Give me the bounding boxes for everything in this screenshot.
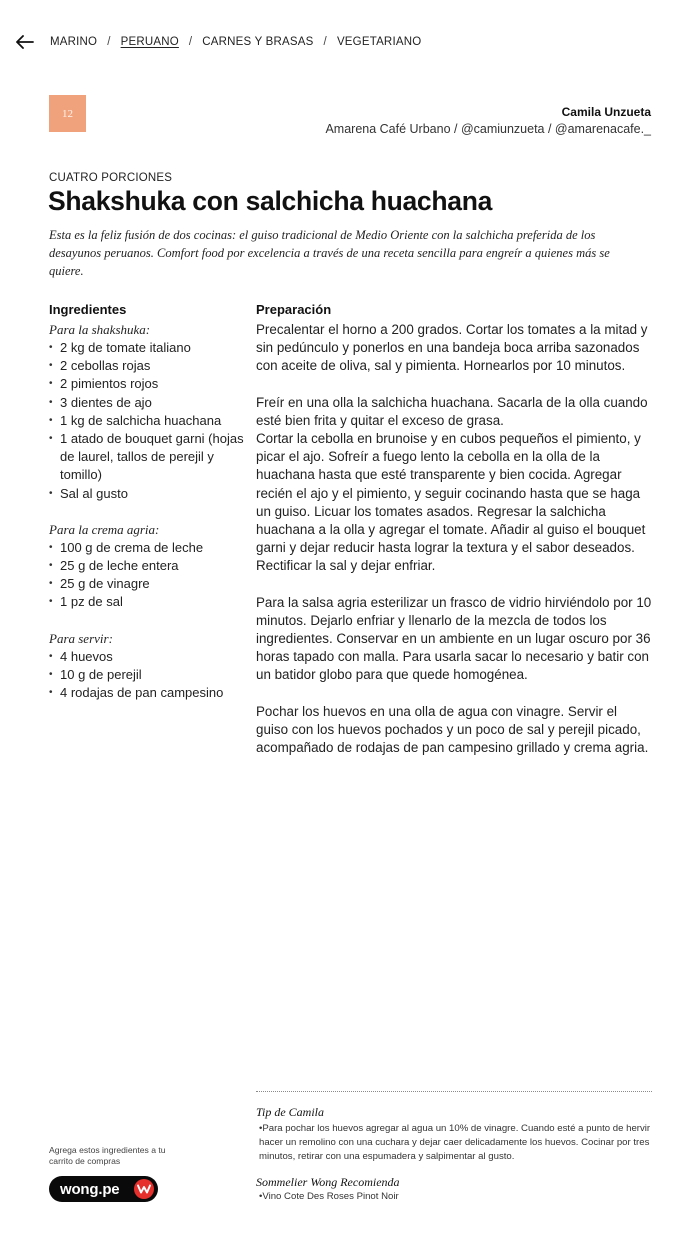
recipe-intro: Esta es la feliz fusión de dos cocinas: el guiso tradicional de Medio Oriente con la salchicha preferida de los desayunos peruanos. Comfort food por excelencia a través de una receta sencilla para engreír a quienes más se quiere. xyxy=(49,228,610,278)
ingredients-heading: Ingredientes xyxy=(49,302,127,317)
preparation-column xyxy=(256,302,652,775)
ingredient-list xyxy=(49,648,244,703)
recipe-title: Shakshuka con salchicha huachana xyxy=(48,186,493,216)
category-tabs xyxy=(50,36,421,48)
author-name: Camila Unzueta xyxy=(561,105,651,119)
page-number-badge: 12 xyxy=(49,95,86,132)
tip-text: •Para pochar los huevos agregar al agua un 10% de vinagre. Cuando esté a punto de hervir hacer un remolino con una cuchara y dejar caer delicadamente los huevos. Cocinar por tres minutos, retirar con una espumadera y salpimentar al gusto. xyxy=(259,1123,651,1162)
portions-label: CUATRO PORCIONES xyxy=(49,172,173,184)
separator: / xyxy=(188,36,193,48)
back-arrow-icon[interactable] xyxy=(16,32,36,52)
tab-vegetariano[interactable]: VEGETARIANO xyxy=(336,36,422,48)
top-nav xyxy=(16,30,421,54)
sommelier-title: Sommelier Wong Recomienda xyxy=(256,1175,400,1189)
preparation-step: Precalentar el horno a 200 grados. Cortar los tomates a la mitad y sin pedúnculo y ponerlos en una bandeja boca arriba sazonados con aceite de oliva, sal y pimienta. Hornearlos por 10 minutos. xyxy=(256,322,648,374)
list-item: • 2 cebollas rojas xyxy=(49,357,244,375)
tab-marino[interactable]: MARINO xyxy=(50,36,98,48)
list-item: • 100 g de crema de leche xyxy=(49,539,244,557)
author-block xyxy=(325,105,651,136)
wong-cart-button[interactable] xyxy=(49,1176,158,1202)
cart-note: Agrega estos ingredientes a tu carrito de compras xyxy=(49,1145,166,1166)
tab-peruano[interactable]: PERUANO xyxy=(120,36,179,48)
ingredient-list xyxy=(49,339,244,503)
list-item: • 10 g de perejil xyxy=(49,666,244,684)
list-item: • 25 g de vinagre xyxy=(49,575,244,593)
dotted-divider xyxy=(256,1091,652,1092)
group-title: Para la shakshuka: xyxy=(49,322,151,337)
separator: / xyxy=(323,36,327,48)
wong-logo-icon xyxy=(134,1179,154,1199)
sommelier-text: •Vino Cote Des Roses Pinot Noir xyxy=(259,1191,399,1202)
list-item: • 1 pz de sal xyxy=(49,593,244,611)
tab-carnes-y-brasas[interactable]: CARNES Y BRASAS xyxy=(202,36,314,48)
list-item: • 25 g de leche entera xyxy=(49,557,244,575)
list-item: • 4 huevos xyxy=(49,648,244,666)
wong-button-label: wong.pe xyxy=(60,1180,120,1198)
preparation-step: Pochar los huevos en una olla de agua con vinagre. Servir el guiso con los huevos pochados y un poco de sal y perejil picado, acompañado de rodajas de pan campesino grillado y crema agria. xyxy=(256,703,649,756)
preparation-heading: Preparación xyxy=(256,302,332,317)
author-subtitle: Amarena Café Urbano / @camiunzueta / @amarenacafe._ xyxy=(325,122,651,136)
list-item: • Sal al gusto xyxy=(49,485,244,503)
preparation-step: Para la salsa agria esterilizar un frasco de vidrio hirviéndolo por 10 minutos. Dejarlo enfriar y llenarlo de la mezcla de todos los ingredientes. Conservar en un ambiente en un lugar oscuro por 36 horas tapado con malla. Para usarla sacar lo necesario y batir con un batidor globo para que quede homogénea. xyxy=(256,594,652,683)
preparation-step: Freír en una olla la salchicha huachana. Sacarla de la olla cuando esté bien frita y quitar el exceso de grasa. Cortar la cebolla en brunoise y en cubos pequeños el pimiento, y picar el ajo. Sofreír a fuego lento la cebolla en la olla de la huachana hasta que esté transparente y bien cocida. Agregar recién el ajo y el pimiento, y seguir cocinando hasta que se haga un guiso. Licuar los tomates asados. Regresar la salchicha huachana a la olla y agregar el tomate. Añadir al guiso el bouquet garni y dejar reducir hasta lograr la textura y el sabor deseados. Rectificar la sal y dejar enfriar. xyxy=(256,394,648,574)
list-item: • 1 kg de salchicha huachana xyxy=(49,412,244,430)
list-item: • 2 kg de tomate italiano xyxy=(49,339,244,357)
list-item: • 1 atado de bouquet garni (hojas de laurel, tallos de perejil y tomillo) xyxy=(49,430,244,485)
ingredient-list xyxy=(49,539,244,612)
list-item: • 2 pimientos rojos xyxy=(49,375,244,393)
list-item: • 3 dientes de ajo xyxy=(49,394,244,412)
ingredients-column xyxy=(49,302,244,720)
list-item: • 4 rodajas de pan campesino xyxy=(49,684,244,702)
group-title: Para servir: xyxy=(49,630,113,646)
tip-title: Tip de Camila xyxy=(256,1105,325,1119)
separator: / xyxy=(107,36,111,48)
group-title: Para la crema agria: xyxy=(49,521,160,537)
